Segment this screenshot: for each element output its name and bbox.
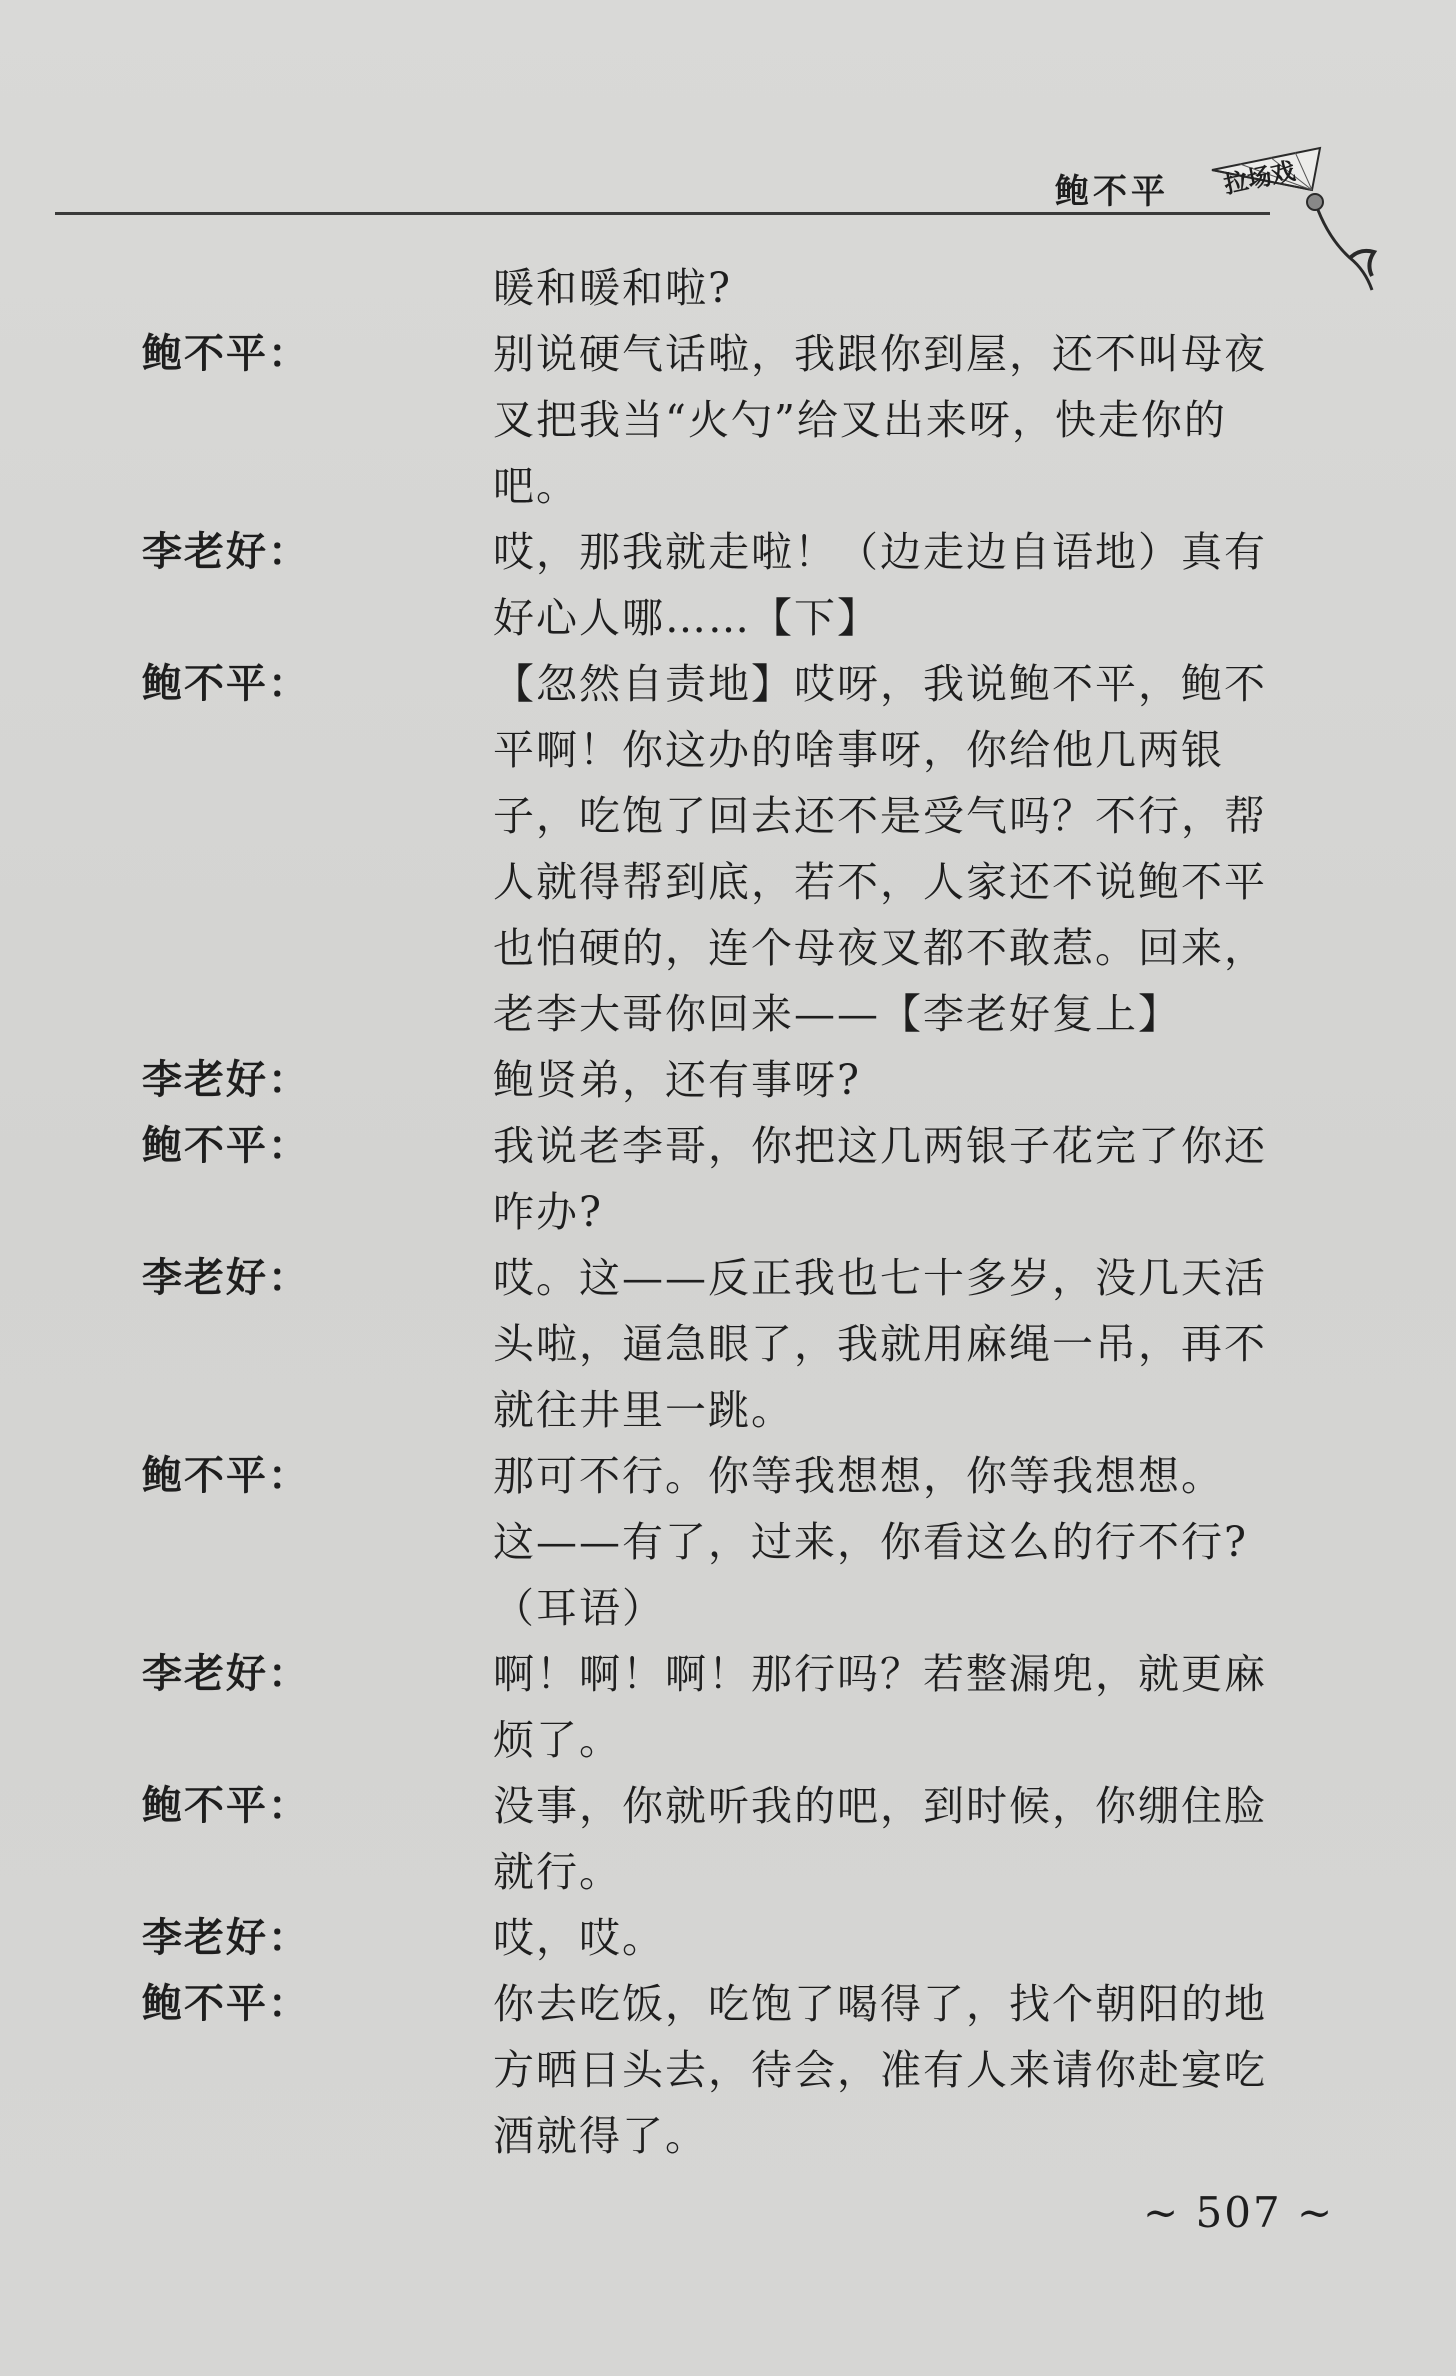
emblem-text: 拉场戏 <box>1221 155 1298 200</box>
dialogue-line: 酒就得了。 <box>493 2112 708 2160</box>
running-title: 鲍不平 <box>1055 172 1169 212</box>
dialogue-line: 老李大哥你回来——【李老好复上】 <box>493 990 1181 1038</box>
dialogue-line: 也怕硬的，连个母夜叉都不敢惹。回来， <box>493 924 1267 972</box>
speaker-label: 鲍不平： <box>142 1782 310 1829</box>
dialogue-line: 【忽然自责地】哎呀，我说鲍不平，鲍不 <box>493 660 1267 708</box>
speaker-label: 鲍不平： <box>142 1980 310 2027</box>
dialogue-line: 就行。 <box>493 1848 622 1896</box>
dialogue-line: 别说硬气话啦，我跟你到屋，还不叫母夜 <box>493 330 1267 378</box>
speaker-label: 李老好： <box>142 528 310 575</box>
page-number: ~ 507 ~ <box>1143 2188 1335 2237</box>
speaker-label: 鲍不平： <box>142 1122 310 1169</box>
speaker-label: 鲍不平： <box>142 660 310 707</box>
speaker-label: 李老好： <box>142 1056 310 1103</box>
speaker-label: 李老好： <box>142 1914 310 1961</box>
dialogue-line: 头啦，逼急眼了，我就用麻绳一吊，再不 <box>493 1320 1267 1368</box>
speaker-label: 李老好： <box>142 1650 310 1697</box>
speaker-label: 李老好： <box>142 1254 310 1301</box>
speaker-label: 鲍不平： <box>142 1452 310 1499</box>
dialogue-line: 烦了。 <box>493 1716 622 1764</box>
dialogue-line: 那可不行。你等我想想，你等我想想。 <box>493 1452 1224 1500</box>
dialogue-line: 这——有了，过来，你看这么的行不行? <box>493 1518 1248 1566</box>
dialogue-line: 我说老李哥，你把这几两银子花完了你还 <box>493 1122 1267 1170</box>
dialogue-line: 子，吃饱了回去还不是受气吗？不行，帮 <box>493 792 1267 840</box>
dialogue-line: 啊！啊！啊！那行吗？若整漏兜，就更麻 <box>493 1650 1267 1698</box>
dialogue-line: 鲍贤弟，还有事呀? <box>493 1056 861 1104</box>
dialogue-line: 哎，那我就走啦！（边走边自语地）真有 <box>493 528 1267 576</box>
dialogue-line: 人就得帮到底，若不，人家还不说鲍不平 <box>493 858 1267 906</box>
dialogue-line: 吧。 <box>493 462 579 510</box>
dialogue-line: 平啊！你这办的啥事呀，你给他几两银 <box>493 726 1224 774</box>
dialogue-line: 叉把我当“火勺”给叉出来呀，快走你的 <box>493 396 1227 444</box>
dialogue-line: 就往井里一跳。 <box>493 1386 794 1434</box>
dialogue-line: 暖和暖和啦? <box>493 264 732 312</box>
dialogue-line: 哎。这——反正我也七十多岁，没几天活 <box>493 1254 1267 1302</box>
speaker-label: 鲍不平： <box>142 330 310 377</box>
dialogue-line: 没事，你就听我的吧，到时候，你绷住脸 <box>493 1782 1267 1830</box>
dialogue-line: 好心人哪……【下】 <box>493 594 880 642</box>
dialogue-line: （耳语） <box>493 1584 665 1632</box>
dialogue-line: 你去吃饭，吃饱了喝得了，找个朝阳的地 <box>493 1980 1267 2028</box>
dialogue-line: 哎，哎。 <box>493 1914 665 1962</box>
dialogue-line: 咋办? <box>493 1188 603 1236</box>
dialogue-line: 方晒日头去，待会，准有人来请你赴宴吃 <box>493 2046 1267 2094</box>
